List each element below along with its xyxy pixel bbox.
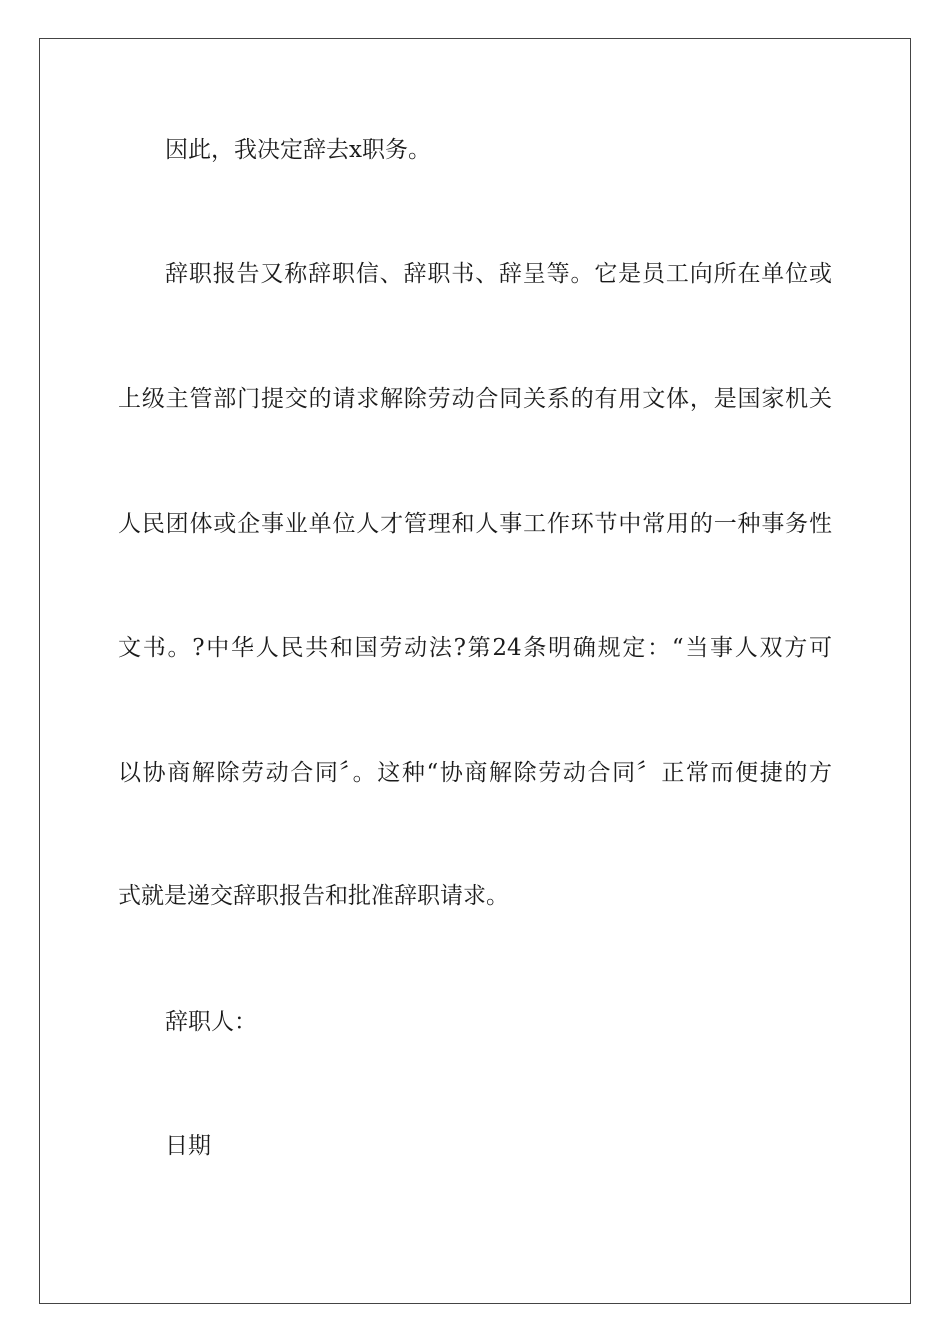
paragraph-definition-line-2: 上级主管部门提交的请求解除劳动合同关系的有用文体，是国家机关: [118, 386, 832, 412]
paragraph-definition-line-3: 人民团体或企事业单位人才管理和人事工作环节中常用的一种事务性: [118, 511, 832, 537]
paragraph-definition-line-5: 以协商解除劳动合同〞。这种“协商解除劳动合同〞正常而便捷的方: [118, 760, 832, 786]
paragraph-resignation-decision: 因此，我决定辞去x职务。: [165, 137, 431, 163]
paragraph-definition-line-4: 文书。?中华人民共和国劳动法?第24条明确规定：“当事人双方可: [118, 635, 832, 661]
signature-label: 辞职人：: [165, 1009, 257, 1035]
date-label: 日期: [165, 1133, 211, 1159]
paragraph-definition-line-6: 式就是递交辞职报告和批准辞职请求。: [118, 883, 509, 909]
page-border: [39, 38, 911, 1304]
paragraph-definition-line-1: 辞职报告又称辞职信、辞职书、辞呈等。它是员工向所在单位或: [165, 261, 832, 287]
